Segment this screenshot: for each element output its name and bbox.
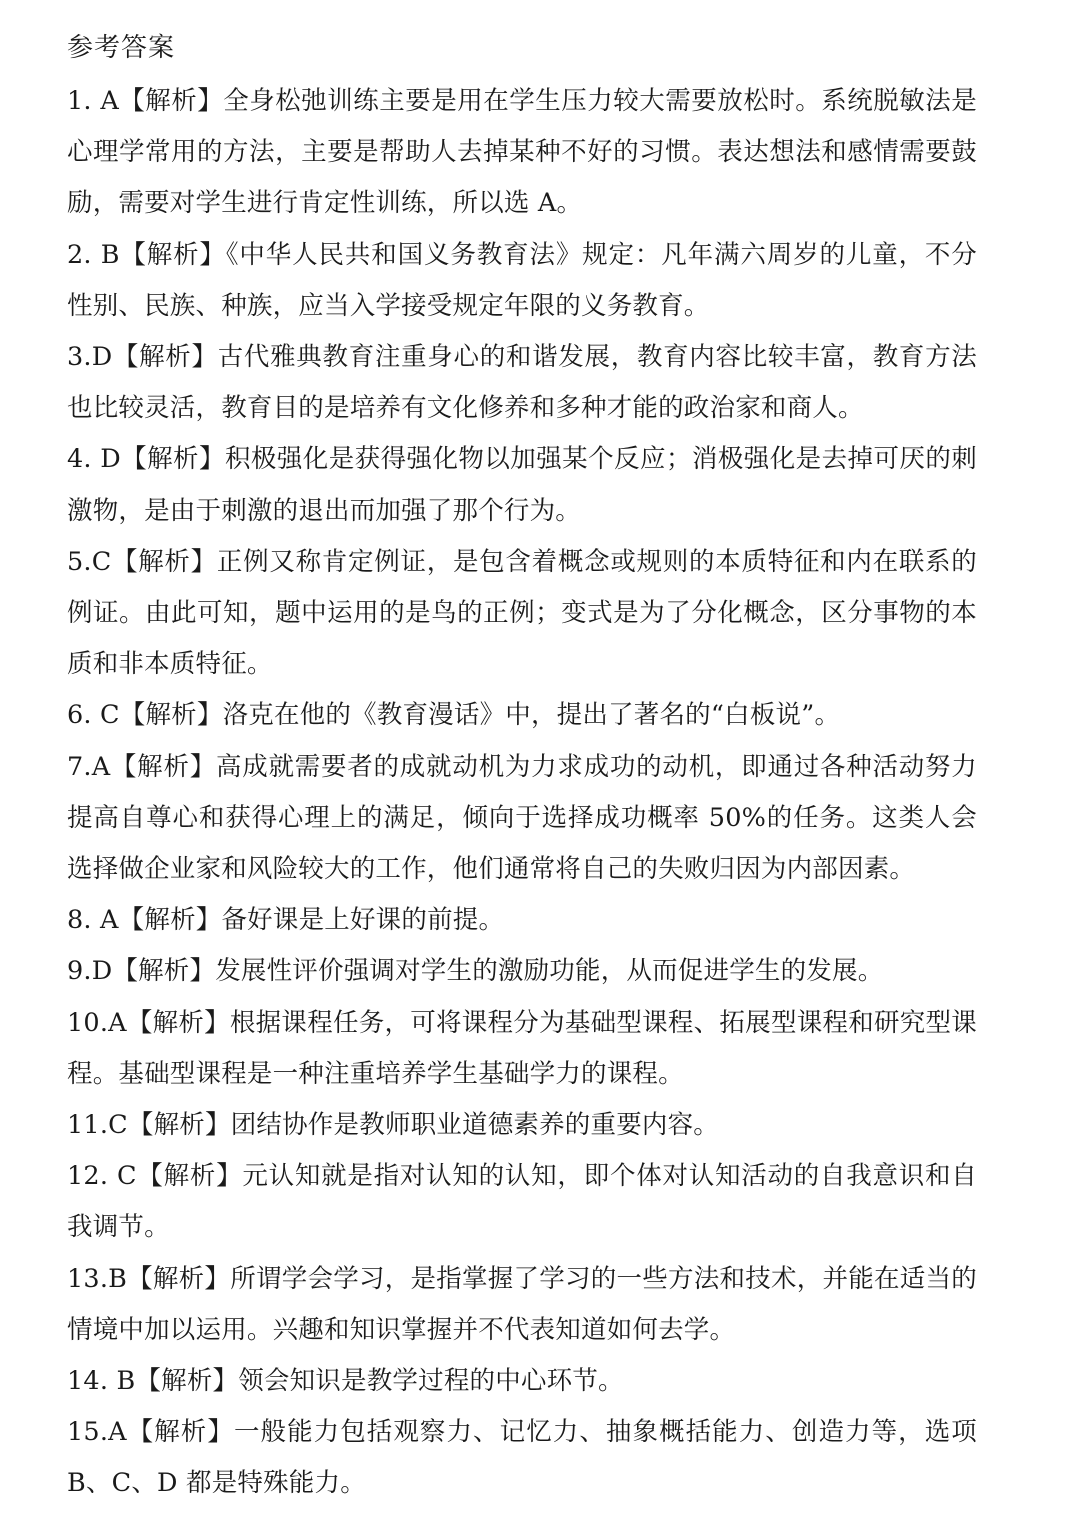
answer-choice: A xyxy=(100,86,119,116)
answer-choice: A xyxy=(100,905,119,936)
answer-explanation: 一般能力包括观察力、记忆力、抽象概括能力、创造力等，选项 B、C、D 都是特殊能力。 xyxy=(67,1417,977,1499)
answer-number: 9. xyxy=(67,956,92,987)
answer-choice: A xyxy=(91,751,111,782)
answer-item-9 xyxy=(67,946,977,997)
answer-choice: C xyxy=(117,1161,137,1192)
answer-choice: D xyxy=(91,342,113,373)
answer-item-12 xyxy=(67,1151,977,1253)
answer-item-15 xyxy=(67,1407,977,1509)
answer-explanation: 领会知识是教学过程的中心环节。 xyxy=(238,1366,624,1397)
answer-explanation: 元认知就是指对认知的认知，即个体对认知活动的自我意识和自我调节。 xyxy=(67,1161,977,1243)
answer-choice: A xyxy=(108,1007,127,1038)
analysis-tag: 【解析】 xyxy=(110,751,216,782)
answer-explanation: 团结协作是教师职业道德素养的重要内容。 xyxy=(230,1110,719,1141)
answer-explanation: 所谓学会学习，是指掌握了学习的一些方法和技术，并能在适当的情境中加以运用。兴趣和知识掌握并不代表知道如何去学。 xyxy=(67,1263,977,1345)
analysis-tag: 【解析】 xyxy=(127,1263,231,1294)
answer-choice: B xyxy=(100,239,120,270)
answer-number: 6. xyxy=(67,700,92,731)
answer-explanation: 古代雅典教育注重身心的和谐发展，教育内容比较丰富，教育方法也比较灵活，教育目的是培养有文化修养和多种才能的政治家和商人。 xyxy=(67,342,977,424)
answer-number: 7. xyxy=(67,751,92,782)
answer-item-2 xyxy=(67,230,977,332)
answer-choice: C xyxy=(108,1110,128,1141)
analysis-tag: 【解析】 xyxy=(120,444,225,475)
answer-item-10 xyxy=(67,998,977,1100)
answer-explanation: 全身松弛训练主要是用在学生压力较大需要放松时。系统脱敏法是心理学常用的方法，主要是帮助人去掉某种不好的习惯。表达想法和感情需要鼓励，需要对学生进行肯定性训练，所以选 A。 xyxy=(67,86,977,219)
answer-choice: C xyxy=(100,700,120,731)
answer-number: 4. xyxy=(67,444,92,475)
answer-number: 14. xyxy=(67,1366,109,1397)
analysis-tag: 【解析】 xyxy=(119,239,226,270)
answer-number: 8. xyxy=(67,905,92,936)
answer-explanation: 发展性评价强调对学生的激励功能，从而促进学生的发展。 xyxy=(215,956,884,987)
answer-number: 1. xyxy=(67,86,92,116)
answer-choice: B xyxy=(116,1366,136,1397)
answer-explanation: 备好课是上好课的前提。 xyxy=(221,905,505,936)
answer-number: 3. xyxy=(67,342,92,373)
answer-choice: D xyxy=(91,956,113,987)
answer-number: 2. xyxy=(67,239,92,270)
answer-item-6 xyxy=(67,690,977,741)
answer-item-14 xyxy=(67,1356,977,1407)
answer-item-13 xyxy=(67,1254,977,1356)
answer-item-8 xyxy=(67,895,977,946)
answer-item-7 xyxy=(67,742,977,896)
answer-list xyxy=(67,76,977,1510)
analysis-tag: 【解析】 xyxy=(111,546,217,577)
page-title: 参考答案 xyxy=(67,33,176,63)
answer-choice: D xyxy=(100,444,121,475)
answer-explanation: 根据课程任务，可将课程分为基础型课程、拓展型课程和研究型课程。基础型课程是一种注重培养学生基础学力的课程。 xyxy=(67,1007,977,1089)
analysis-tag: 【解析】 xyxy=(136,1161,243,1192)
analysis-tag: 【解析】 xyxy=(126,1007,230,1038)
answer-explanation: 《中华人民共和国义务教育法》规定：凡年满六周岁的儿童，不分性别、民族、种族，应当入学接受规定年限的义务教育。 xyxy=(67,239,977,321)
answer-item-4 xyxy=(67,434,977,536)
analysis-tag: 【解析】 xyxy=(118,86,224,116)
answer-number: 15. xyxy=(67,1417,109,1448)
answer-number: 10. xyxy=(67,1007,109,1038)
answer-explanation: 洛克在他的《教育漫话》中，提出了著名的“白板说”。 xyxy=(222,700,841,731)
answer-number: 11. xyxy=(67,1110,109,1141)
answer-item-1 xyxy=(67,76,977,230)
analysis-tag: 【解析】 xyxy=(126,1417,234,1448)
answer-number: 13. xyxy=(67,1263,109,1294)
analysis-tag: 【解析】 xyxy=(135,1366,239,1397)
analysis-tag: 【解析】 xyxy=(119,700,223,731)
answer-number: 5. xyxy=(67,546,92,577)
answer-explanation: 正例又称肯定例证，是包含着概念或规则的本质特征和内在联系的例证。由此可知，题中运用的是鸟的正例；变式是为了分化概念，区分事物的本质和非本质特征。 xyxy=(67,546,977,680)
answer-item-11 xyxy=(67,1100,977,1151)
answer-explanation: 高成就需要者的成就动机为力求成功的动机，即通过各种活动努力提高自尊心和获得心理上的满足，倾向于选择成功概率 50%的任务。这类人会选择做企业家和风险较大的工作，他们通常将自己的失败归因为内部因素。 xyxy=(67,751,977,885)
answer-item-5 xyxy=(67,537,977,691)
answer-explanation: 积极强化是获得强化物以加强某个反应；消极强化是去掉可厌的刺激物，是由于刺激的退出而加强了那个行为。 xyxy=(67,444,977,526)
answer-number: 12. xyxy=(67,1161,109,1192)
analysis-tag: 【解析】 xyxy=(112,956,216,987)
analysis-tag: 【解析】 xyxy=(127,1110,231,1141)
analysis-tag: 【解析】 xyxy=(112,342,218,373)
answer-choice: C xyxy=(91,546,112,577)
answer-choice: B xyxy=(108,1263,128,1294)
answer-item-3 xyxy=(67,332,977,434)
analysis-tag: 【解析】 xyxy=(118,905,222,936)
answer-choice: A xyxy=(108,1417,127,1448)
